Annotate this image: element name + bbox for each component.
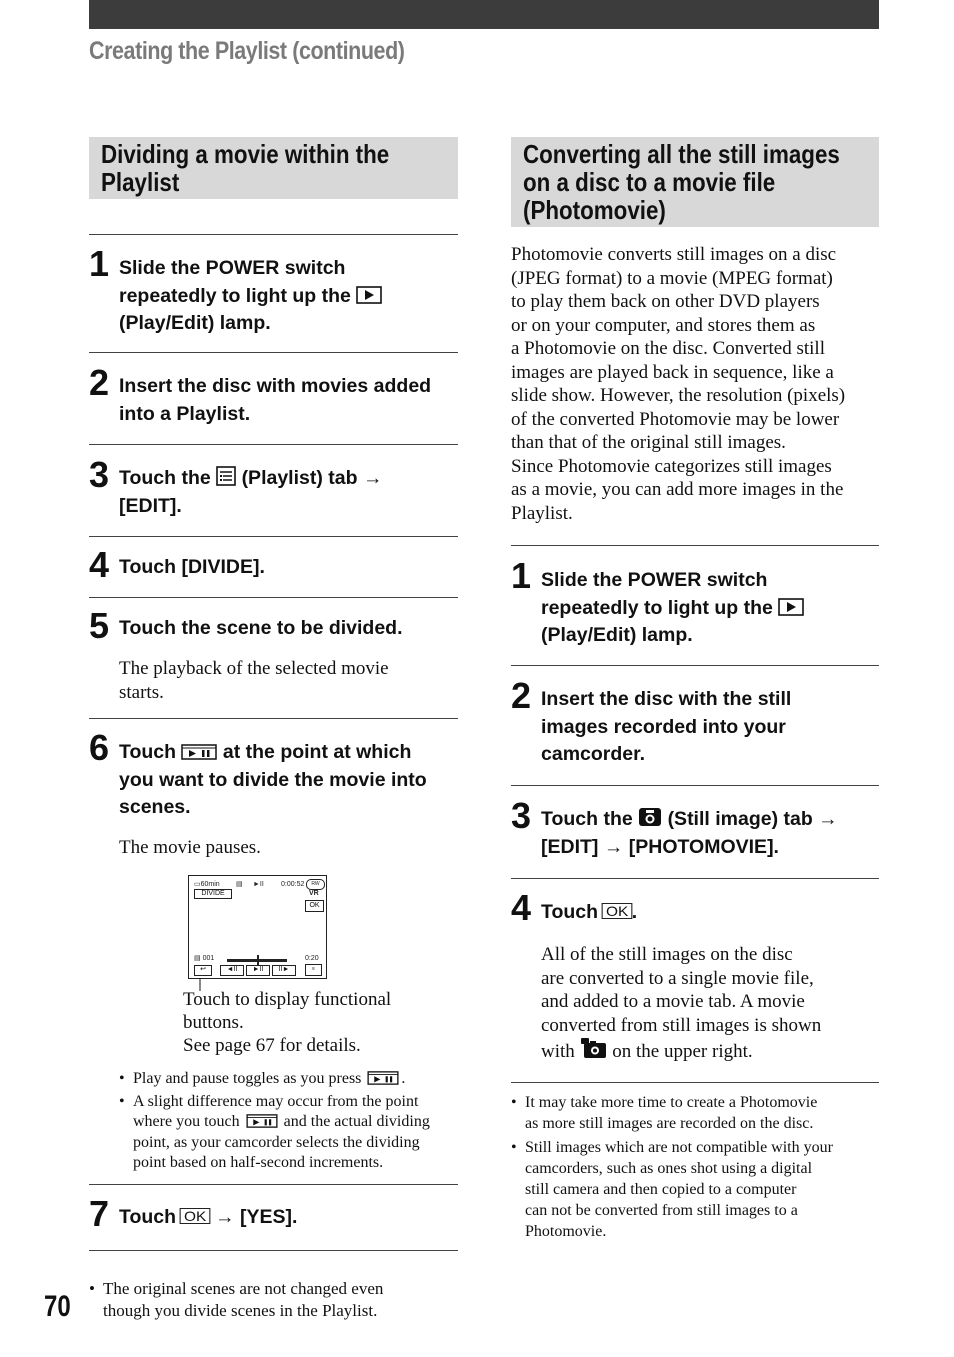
note-item: • The original scenes are not changed even though you divide scenes in the Playlist.: [89, 1278, 459, 1321]
photomovie-intro: Photomovie converts still images on a disc (JPEG format) to a movie (MPEG format) to play them back on other DVD players or on your computer, and stores them as a Photomovie on the disc. Converted still images are played back in sequence, like a slide show. However, the resolution (pixels) of the converted Photomovie may be lower than that of the original still images. Since Photomovie categorizes still images as a movie, you can add more images in the Playlist.: [511, 244, 846, 524]
menu-button[interactable]: ≡: [305, 964, 322, 976]
forward-step-button[interactable]: II►: [272, 965, 296, 976]
left-step-3: 3 Touch the (Playlist) tab → [EDIT].: [89, 454, 383, 517]
return-button[interactable]: ↩: [194, 965, 212, 976]
progress-marker[interactable]: [257, 955, 259, 965]
right-step-3: 3 Touch the (Still image) tab → [EDIT] → [PHOTOMOVIE].: [511, 795, 838, 858]
screen-caption: Touch to display functional buttons. See page 67 for details.: [183, 989, 392, 1056]
divider: [89, 234, 458, 235]
bottom-note: [89, 1278, 459, 1321]
note-item: • A slight difference may occur from the point where you touch and the actual dividing point, as your camcorder selects the dividing point based on half-second increments.: [119, 1092, 459, 1174]
divider: [89, 718, 458, 719]
note-item: • It may take more time to create a Photomovie as more still images are recorded on the disc.: [511, 1092, 881, 1134]
divider: [511, 878, 879, 879]
right-step-2: 2 Insert the disc with the still images recorded into your camcorder.: [511, 675, 792, 765]
right-step-4: 4 Touch OK .: [511, 887, 638, 928]
scene-number: ▤ 001: [194, 955, 215, 962]
divider: [89, 352, 458, 353]
left-step-6: 6 Touch at the point at which you want to divide the movie into scenes.: [89, 727, 427, 818]
play-pause-icon: [365, 1071, 401, 1085]
left-step-7: 7 Touch OK → [YES].: [89, 1193, 298, 1234]
end-time: 0:20: [305, 955, 319, 962]
timecode: 0:00:52: [281, 881, 305, 888]
divider: [89, 597, 458, 598]
divider: [89, 1250, 458, 1251]
left-section-heading: Dividing a movie within the Playlist: [89, 137, 458, 199]
step-6-description: The movie pauses.: [119, 837, 261, 858]
still-image-camera-icon: [638, 807, 662, 827]
left-step-2: 2 Insert the disc with movies added into a Playlist.: [89, 362, 432, 425]
header-bar: [89, 0, 879, 29]
lcd-play-pause-button[interactable]: ►II: [246, 965, 270, 976]
right-section-heading: Converting all the still images on a disc to a movie file (Photomovie): [511, 137, 879, 227]
photomovie-icon: [580, 1037, 608, 1059]
play-edit-icon: [778, 598, 804, 616]
left-step-1: 1 Slide the POWER switch repeatedly to light up the (Play/Edit) lamp.: [89, 246, 458, 346]
step-4-description: All of the still images on the disc are converted to a single movie file, and added to a movie tab. A movie converted from still images is shown with on the upper right.: [541, 944, 822, 1062]
playlist-icon: [216, 466, 236, 486]
divider: [89, 1184, 458, 1185]
note-item: • Play and pause toggles as you press .: [119, 1069, 459, 1090]
left-notes: [119, 1069, 459, 1174]
disc-icon: RW: [306, 879, 325, 890]
play-pause-mini-icon: ►II: [253, 881, 264, 888]
step-5-description: The playback of the selected movie starts.: [119, 658, 389, 703]
lcd-ok-button[interactable]: OK: [305, 900, 324, 912]
play-pause-icon: [181, 744, 217, 760]
left-step-5: 5 Touch the scene to be divided.: [89, 605, 403, 646]
divider: [89, 536, 458, 537]
right-step-1: 1 Slide the POWER switch repeatedly to light up the (Play/Edit) lamp.: [511, 558, 879, 658]
play-pause-icon: [244, 1114, 280, 1128]
divide-label: DIVIDE: [194, 889, 232, 899]
divider: [511, 665, 879, 666]
play-edit-icon: [356, 286, 382, 304]
playlist-mini-icon: ▤: [236, 881, 243, 888]
rewind-step-button[interactable]: ◄II: [220, 965, 244, 976]
divider: [511, 545, 879, 546]
note-item: • Still images which are not compatible with your camcorders, such as ones shot using a digital still camera and then copied to a computer can not be converted from still images to a Photomovie.: [511, 1137, 881, 1242]
left-step-4: 4 Touch [DIVIDE].: [89, 544, 265, 585]
divider: [89, 444, 458, 445]
battery-icon: ▭60min: [194, 881, 220, 888]
page-number: 70: [44, 1290, 71, 1323]
right-notes: [511, 1092, 881, 1242]
running-title: Creating the Playlist (continued): [89, 37, 405, 65]
format-label: VR: [309, 890, 319, 897]
ok-button-icon: OK: [180, 1208, 211, 1224]
lcd-screen-illustration: [188, 875, 327, 979]
ok-button-icon: OK: [602, 903, 633, 919]
divider: [511, 1082, 879, 1083]
divider: [511, 785, 879, 786]
